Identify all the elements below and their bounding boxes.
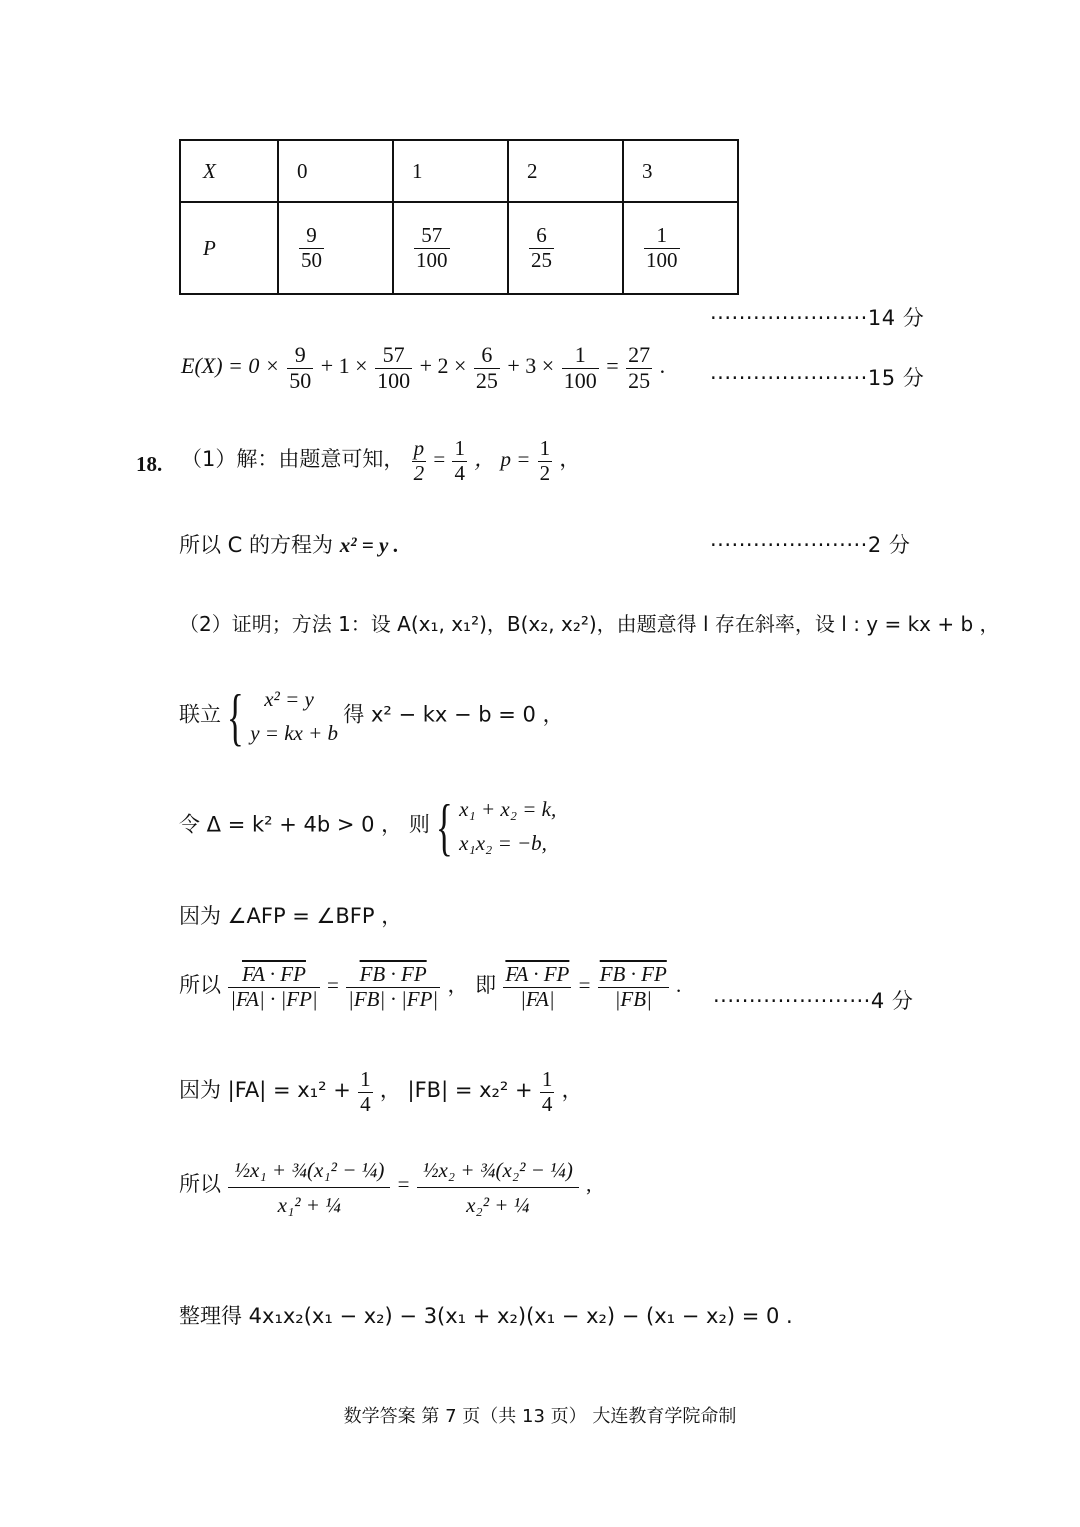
system-1: 联立 { x² = y y = kx + b 得 x² − kx − b = 0 ，: [179, 680, 564, 752]
score-marker: ······················4 分: [713, 989, 914, 1013]
magnitudes: 因为 |FA| = x₁² + $\frac{1}{4}$ ， |FB| = x₂² + $\frac{1}{4}$ ，: [179, 1067, 583, 1116]
p-value: $\frac{1}{100}$: [623, 202, 738, 294]
score-marker: ······················14 分: [710, 306, 925, 330]
p-value: $\frac{9}{50}$: [278, 202, 393, 294]
substituted-equality: 所以 $\frac{\text{½x₁ + ¾(x₁² − ¼)}}{\text{x₁² + ¼}}$ = $\frac{\text{½x₂ + ¾(x₂² − ¼)}}{\text{x₂² + ¼}}$ ,: [179, 1155, 591, 1217]
x-value: 3: [623, 140, 738, 202]
x-value: 0: [278, 140, 393, 202]
page-footer: 数学答案 第 7 页（共 13 页） 大连教育学院命制: [343, 1406, 737, 1427]
p-label: P: [180, 202, 278, 294]
table-row-p: [180, 202, 738, 294]
system-2: 令 Δ = k² + 4b > 0 ， 则 { x₁ + x₂ = k, x₁x₂ = −b,: [179, 790, 557, 862]
question-number: 18.: [136, 452, 163, 476]
part2-setup: （2）证明；方法 1：设 A(x₁, x₁²)，B(x₂, x₂²)，由题意得 l 存在斜率，设 l : y = kx + b ，: [179, 612, 1000, 636]
equation-line: 所以 C 的方程为 x² = y .: [179, 533, 399, 557]
distribution-table: [179, 139, 739, 295]
p-value: $\frac{6}{25}$: [508, 202, 623, 294]
angle-condition: 因为 ∠AFP = ∠BFP ，: [179, 904, 403, 928]
p-value: $\frac{57}{100}$: [393, 202, 508, 294]
x-value: 1: [393, 140, 508, 202]
simplified-equation: 整理得 4x₁x₂(x₁ − x₂) − 3(x₁ + x₂)(x₁ − x₂) − (x₁ − x₂) = 0 .: [179, 1304, 793, 1328]
score-marker: ······················2 分: [710, 533, 911, 557]
part1-solution: （1）解：由题意可知， $\frac{p}{2}$ = $\frac{1}{4}$ ， p = $\frac{1}{2}$ ，: [181, 436, 581, 485]
cosine-equality: 所以 $\frac{FA \cdot FP}{|FA| \cdot |FP|}$ = $\frac{FB \cdot FP}{|FB| \cdot |FP|}$ ， 即 $\frac{FA \cdot FP}{|FA|}$ = $\frac{FB \cdot FP}{|FB|}$ .: [179, 962, 682, 1011]
x-label: X: [180, 140, 278, 202]
table-row-x: [180, 140, 738, 202]
expectation-formula: E(X) = 0 × $\frac{9}{50}$ + 1 × $\frac{57}{100}$ + 2 × $\frac{6}{25}$ + 3 × $\frac{1}{100}$ = $\frac{27}{25}$ .: [181, 342, 666, 393]
x-value: 2: [508, 140, 623, 202]
score-marker: ······················15 分: [710, 366, 925, 390]
